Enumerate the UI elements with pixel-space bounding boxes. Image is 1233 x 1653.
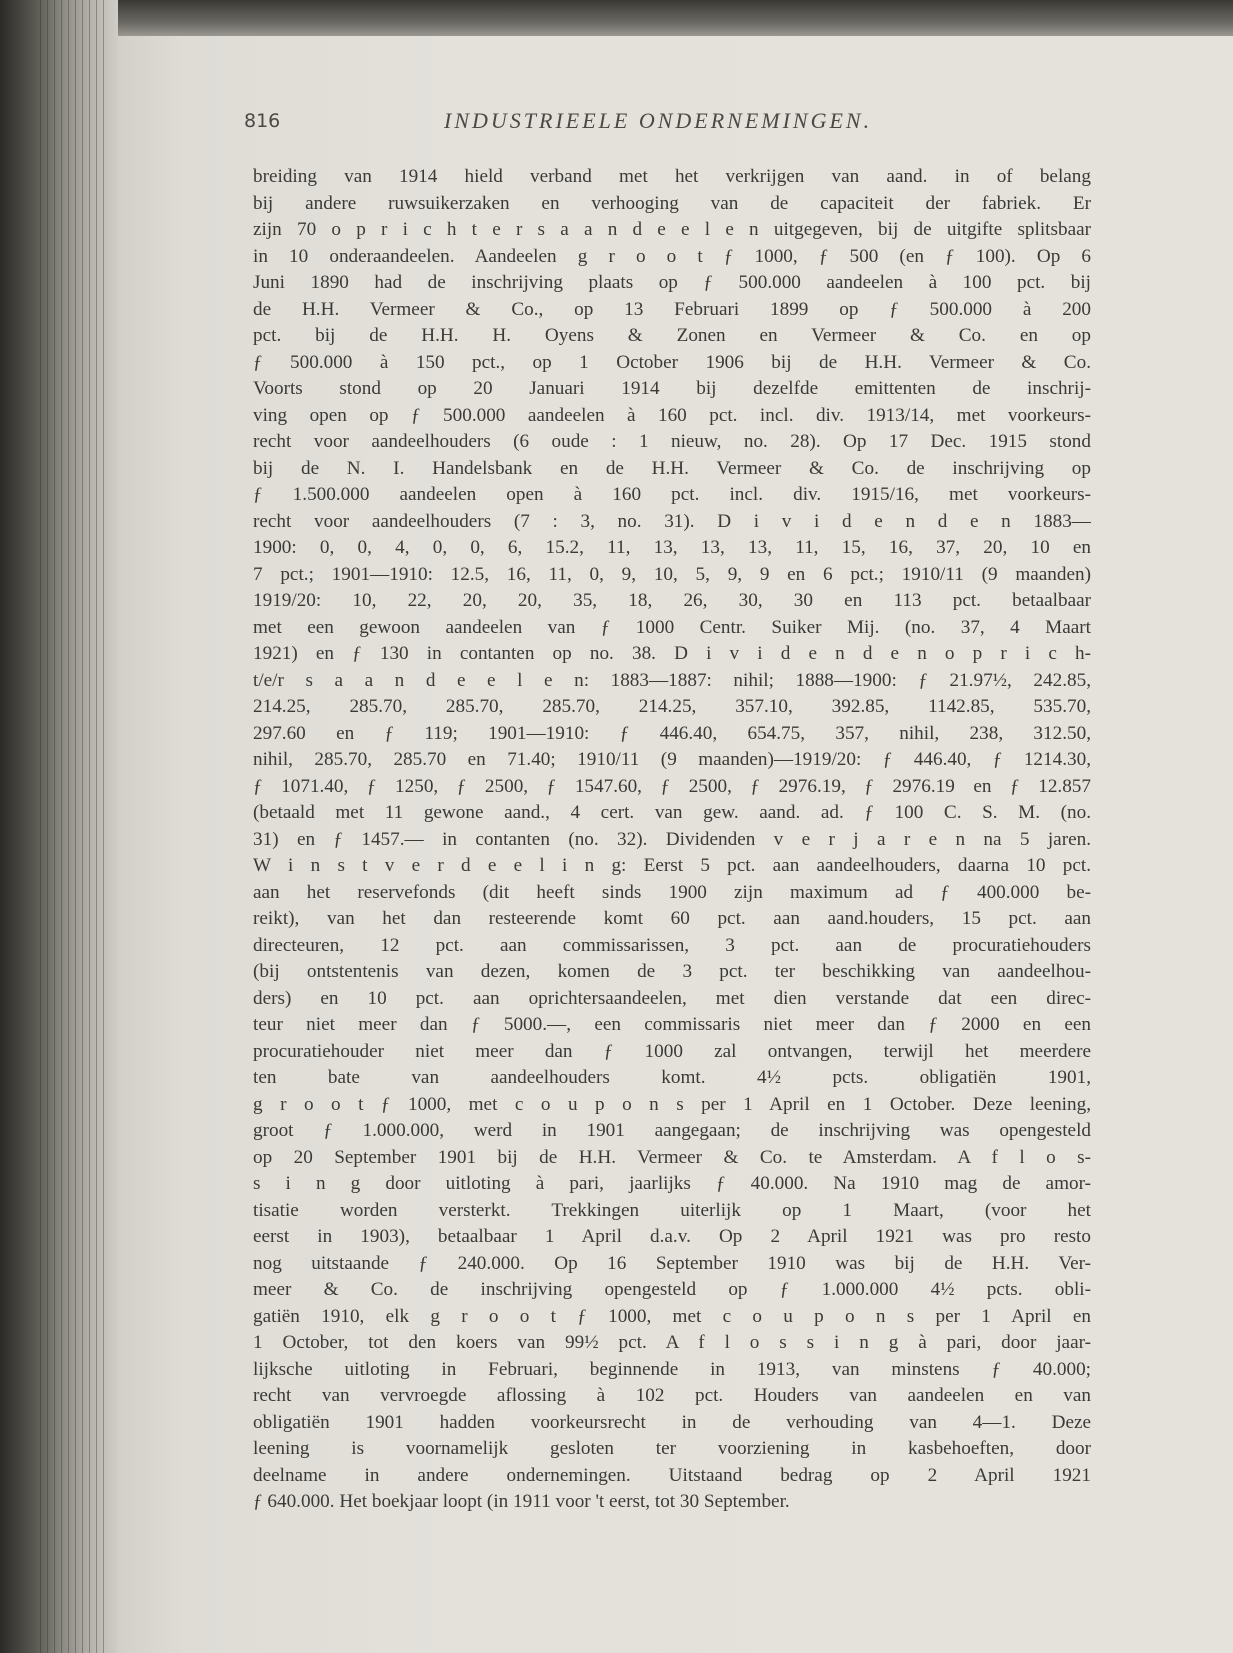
text-line: recht van vervroegde aflossing à 102 pct. Houders van aandeelen en van: [253, 1385, 1091, 1406]
text-line: aan het reservefonds (dit heeft sinds 1900 zijn maximum ad ƒ 400.000 be-: [253, 881, 1091, 903]
text-line: teur niet meer dan ƒ 5000.—, een commissaris niet meer dan ƒ 2000 en een: [253, 1014, 1091, 1035]
text-line: ving open op ƒ 500.000 aandeelen à 160 pct. incl. div. 1913/14, met voorkeurs-: [253, 404, 1091, 426]
text-line: meer & Co. de inschrijving opengesteld op ƒ 1.000.000 4½ pcts. obli-: [253, 1279, 1091, 1300]
text-line: ƒ 500.000 à 150 pct., op 1 October 1906 bij de H.H. Vermeer & Co.: [253, 351, 1091, 373]
text-line: s i n g door uitloting à pari, jaarlijks ƒ 40.000. Na 1910 mag de amor-: [253, 1173, 1091, 1194]
book-spine: [0, 0, 118, 1653]
text-line: tisatie worden versterkt. Trekkingen uiterlijk op 1 Maart, (voor het: [253, 1199, 1091, 1221]
text-line: g r o o t ƒ 1000, met c o u p o n s per 1 April en 1 October. Deze leening,: [253, 1093, 1091, 1115]
page-header: [244, 110, 1184, 140]
text-line: 1 October, tot den koers van 99½ pct. A f l o s s i n g à pari, door jaar-: [253, 1332, 1091, 1353]
text-line: 214.25, 285.70, 285.70, 285.70, 214.25, 357.10, 392.85, 1142.85, 535.70,: [253, 696, 1091, 717]
text-line: Voorts stond op 20 Januari 1914 bij dezelfde emittenten de inschrij-: [253, 378, 1091, 399]
text-line: met een gewoon aandeelen van ƒ 1000 Centr. Suiker Mij. (no. 37, 4 Maart: [253, 616, 1091, 638]
text-line: leening is voornamelijk gesloten ter voorziening in kasbehoeften, door: [253, 1438, 1091, 1459]
text-line: de H.H. Vermeer & Co., op 13 Februari 1899 op ƒ 500.000 à 200: [253, 298, 1091, 320]
text-line: obligatiën 1901 hadden voorkeursrecht in de verhouding van 4—1. Deze: [253, 1411, 1091, 1433]
text-line: zijn 70 o p r i c h t e r s a a n d e e l e n uitgegeven, bij de uitgifte splitsbaar: [253, 219, 1091, 240]
text-line: ƒ 1.500.000 aandeelen open à 160 pct. incl. div. 1915/16, met voorkeurs-: [253, 484, 1091, 505]
text-line: 1921) en ƒ 130 in contanten op no. 38. D i v i d e n d e n o p r i c h-: [253, 643, 1091, 664]
text-line: bij andere ruwsuikerzaken en verhooging van de capaciteit der fabriek. Er: [253, 192, 1091, 214]
text-line: (bij ontstentenis van dezen, komen de 3 pct. ter beschikking van aandeelhou-: [253, 961, 1091, 982]
text-line: deelname in andere ondernemingen. Uitstaand bedrag op 2 April 1921: [253, 1464, 1091, 1486]
text-line: (betaald met 11 gewone aand., 4 cert. van gew. aand. ad. ƒ 100 C. S. M. (no.: [253, 802, 1091, 823]
text-line: 297.60 en ƒ 119; 1901—1910: ƒ 446.40, 654.75, 357, nihil, 238, 312.50,: [253, 722, 1091, 744]
running-title: INDUSTRIEELE ONDERNEMINGEN.: [444, 108, 873, 133]
text-line: 31) en ƒ 1457.— in contanten (no. 32). Dividenden v e r j a r e n na 5 jaren.: [253, 828, 1091, 850]
text-line: gatiën 1910, elk g r o o t ƒ 1000, met c o u p o n s per 1 April en: [253, 1305, 1091, 1327]
book-top-edge: [0, 0, 1233, 40]
text-line: nihil, 285.70, 285.70 en 71.40; 1910/11 (9 maanden)—1919/20: ƒ 446.40, ƒ 1214.30,: [253, 749, 1091, 770]
text-line: pct. bij de H.H. H. Oyens & Zonen en Vermeer & Co. en op: [253, 325, 1091, 346]
text-line: ƒ 1071.40, ƒ 1250, ƒ 2500, ƒ 1547.60, ƒ 2500, ƒ 2976.19, ƒ 2976.19 en ƒ 12.857: [253, 775, 1091, 797]
body-text: [253, 164, 1091, 1634]
text-line: t/e/r s a a n d e e l e n: 1883—1887: nihil; 1888—1900: ƒ 21.97½, 242.85,: [253, 669, 1091, 691]
text-line: op 20 September 1901 bij de H.H. Vermeer & Co. te Amsterdam. A f l o s-: [253, 1146, 1091, 1168]
text-line: Juni 1890 had de inschrijving plaats op ƒ 500.000 aandeelen à 100 pct. bij: [253, 272, 1091, 293]
text-line: ders) en 10 pct. aan oprichtersaandeelen, met dien verstande dat een direc-: [253, 987, 1091, 1009]
text-line: directeuren, 12 pct. aan commissarissen, 3 pct. aan de procuratiehouders: [253, 934, 1091, 956]
text-line: recht voor aandeelhouders (7 : 3, no. 31). D i v i d e n d e n 1883—: [253, 510, 1091, 532]
text-line: in 10 onderaandeelen. Aandeelen g r o o t ƒ 1000, ƒ 500 (en ƒ 100). Op 6: [253, 245, 1091, 267]
text-line: ƒ 640.000. Het boekjaar loopt (in 1911 voor 't eerst, tot 30 September.: [253, 1491, 790, 1512]
page-number: 816: [244, 110, 281, 132]
text-line: nog uitstaande ƒ 240.000. Op 16 September 1910 was bij de H.H. Ver-: [253, 1252, 1091, 1274]
text-line: groot ƒ 1.000.000, werd in 1901 aangegaan; de inschrijving was opengesteld: [253, 1120, 1091, 1141]
text-line: breiding van 1914 hield verband met het verkrijgen van aand. in of belang: [253, 166, 1091, 187]
text-line: bij de N. I. Handelsbank en de H.H. Vermeer & Co. de inschrijving op: [253, 457, 1091, 479]
text-line: W i n s t v e r d e e l i n g: Eerst 5 pct. aan aandeelhouders, daarna 10 pct.: [253, 855, 1091, 876]
text-line: ten bate van aandeelhouders komt. 4½ pcts. obligatiën 1901,: [253, 1067, 1091, 1088]
text-line: reikt), van het dan resteerende komt 60 pct. aan aand.houders, 15 pct. aan: [253, 908, 1091, 929]
text-line: procuratiehouder niet meer dan ƒ 1000 zal ontvangen, terwijl het meerdere: [253, 1040, 1091, 1062]
text-line: eerst in 1903), betaalbaar 1 April d.a.v. Op 2 April 1921 was pro resto: [253, 1226, 1091, 1247]
text-line: 7 pct.; 1901—1910: 12.5, 16, 11, 0, 9, 10, 5, 9, 9 en 6 pct.; 1910/11 (9 maanden): [253, 563, 1091, 585]
text-line: lijksche uitloting in Februari, beginnende in 1913, van minstens ƒ 40.000;: [253, 1358, 1091, 1380]
text-line: 1900: 0, 0, 4, 0, 0, 6, 15.2, 11, 13, 13, 13, 11, 15, 16, 37, 20, 10 en: [253, 537, 1091, 558]
text-line: recht voor aandeelhouders (6 oude : 1 nieuw, no. 28). Op 17 Dec. 1915 stond: [253, 431, 1091, 452]
text-line: 1919/20: 10, 22, 20, 20, 35, 18, 26, 30, 30 en 113 pct. betaalbaar: [253, 590, 1091, 611]
